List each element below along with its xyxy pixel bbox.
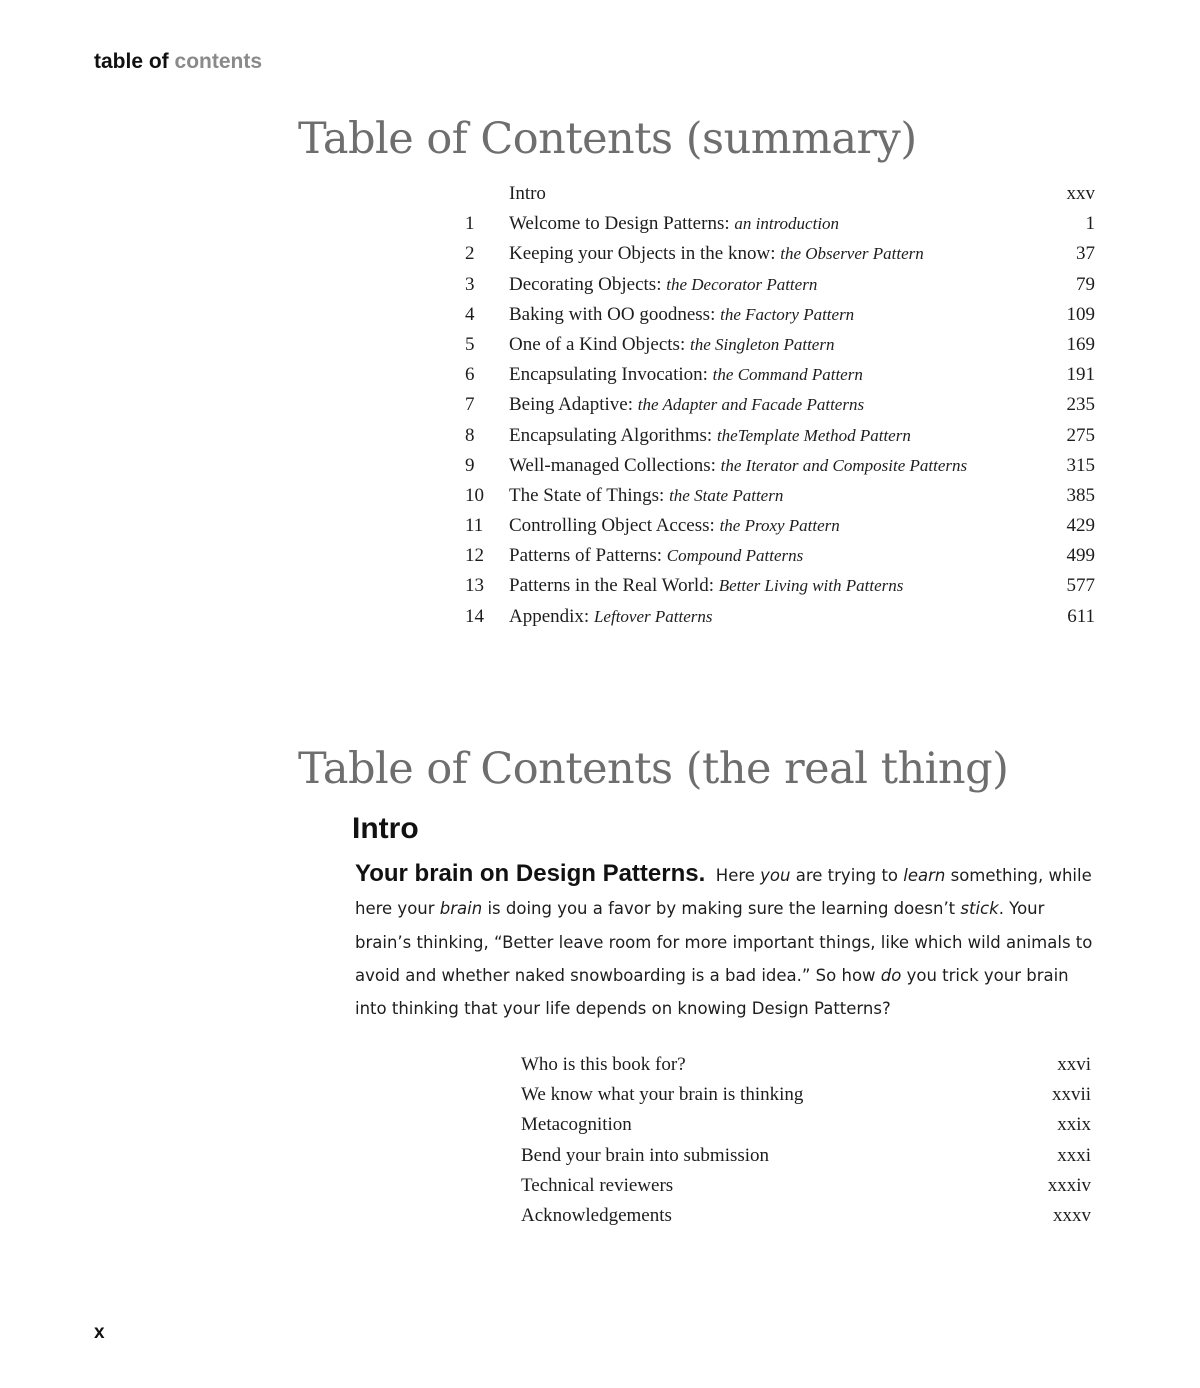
chapter-subtitle: the Singleton Pattern xyxy=(689,334,835,354)
running-head xyxy=(94,50,262,74)
summary-list xyxy=(455,179,1095,632)
chapter-title-text: Appendix: xyxy=(509,605,590,627)
page-ref: 315 xyxy=(1066,454,1095,476)
intro-text: are trying to xyxy=(790,866,904,885)
subentry-title: Metacognition xyxy=(521,1114,632,1136)
chapter-subtitle: the Proxy Pattern xyxy=(719,516,840,536)
chapter-number: 12 xyxy=(465,545,484,567)
chapter-title-text: Keeping your Objects in the know: xyxy=(509,243,776,265)
toc-entry[interactable] xyxy=(455,270,1095,300)
chapter-subtitle: Compound Patterns xyxy=(666,546,804,566)
toc-entry[interactable] xyxy=(455,571,1095,601)
page-ref: 1 xyxy=(1085,213,1095,235)
real-toc-title: Table of Contents (the real thing) xyxy=(298,744,1009,794)
intro-lead: Your brain on Design Patterns. xyxy=(355,860,706,887)
subentry-title: Technical reviewers xyxy=(521,1174,674,1196)
chapter-subtitle: the State Pattern xyxy=(669,485,784,505)
toc-subentry[interactable] xyxy=(521,1110,1091,1140)
running-head-label: table of xyxy=(94,50,169,73)
page-ref: 79 xyxy=(1076,273,1095,295)
chapter-title-text: Patterns of Patterns: xyxy=(509,545,663,567)
toc-entry[interactable] xyxy=(455,451,1095,481)
toc-entry[interactable] xyxy=(455,209,1095,239)
page-ref: xxix xyxy=(1057,1114,1091,1136)
page-ref: 385 xyxy=(1066,484,1095,506)
chapter-subtitle: the Adapter and Facade Patterns xyxy=(637,395,865,415)
subentry-title: Acknowledgements xyxy=(521,1204,672,1226)
summary-title: Table of Contents (summary) xyxy=(298,114,917,164)
chapter-title xyxy=(509,481,783,511)
toc-entry[interactable] xyxy=(455,481,1095,511)
chapter-title xyxy=(509,300,854,330)
page-ref: 109 xyxy=(1066,303,1095,325)
toc-entry[interactable] xyxy=(455,421,1095,451)
chapter-number: 1 xyxy=(465,213,475,235)
page-ref: 191 xyxy=(1066,364,1095,386)
chapter-title-text: Patterns in the Real World: xyxy=(509,575,714,597)
chapter-subtitle: the Command Pattern xyxy=(712,365,863,385)
intro-subentries xyxy=(521,1050,1091,1231)
chapter-subtitle: the Observer Pattern xyxy=(780,244,924,264)
intro-emphasis: brain xyxy=(439,899,483,919)
toc-subentry[interactable] xyxy=(521,1050,1091,1080)
page-ref: xxvii xyxy=(1051,1084,1091,1106)
chapter-title xyxy=(509,179,546,209)
page-ref: 611 xyxy=(1067,605,1095,627)
chapter-number: 9 xyxy=(465,454,475,476)
toc-subentry[interactable] xyxy=(521,1080,1091,1110)
chapter-number: 6 xyxy=(465,364,475,386)
intro-text: something, while here your xyxy=(355,866,1092,919)
chapter-subtitle: the Iterator and Composite Patterns xyxy=(720,455,968,475)
chapter-title-text: The State of Things: xyxy=(509,484,665,506)
intro-text: . Your brain’s thinking, “Better leave room for more important things, like which wild animals to avoid and whether naked snowboarding is a bad idea.” So how xyxy=(355,899,1093,985)
chapter-title-text: Decorating Objects: xyxy=(509,273,662,295)
chapter-title xyxy=(509,209,839,239)
page-ref: 275 xyxy=(1066,424,1095,446)
toc-entry[interactable] xyxy=(455,390,1095,420)
chapter-title-text: One of a Kind Objects: xyxy=(509,333,686,355)
toc-subentry[interactable] xyxy=(521,1141,1091,1171)
chapter-number: 14 xyxy=(465,605,484,627)
page-number: x xyxy=(94,1322,105,1343)
intro-text: Here xyxy=(715,866,761,885)
chapter-title xyxy=(509,571,903,601)
page-ref: 37 xyxy=(1076,243,1095,265)
toc-entry[interactable] xyxy=(455,330,1095,360)
toc-entry[interactable] xyxy=(455,360,1095,390)
chapter-subtitle: an introduction xyxy=(734,214,840,234)
page-ref: xxvi xyxy=(1057,1054,1091,1075)
chapter-title-text: Encapsulating Algorithms: xyxy=(509,424,713,446)
toc-entry[interactable] xyxy=(455,541,1095,571)
toc-entry[interactable] xyxy=(455,300,1095,330)
intro-emphasis: learn xyxy=(903,866,946,885)
intro-emphasis: you xyxy=(760,866,791,885)
page-ref: 429 xyxy=(1066,515,1095,537)
chapter-title-text: Controlling Object Access: xyxy=(509,515,715,537)
toc-entry[interactable] xyxy=(455,239,1095,269)
chapter-subtitle: the Factory Pattern xyxy=(720,304,855,324)
running-head-section: contents xyxy=(174,50,263,73)
page-ref: xxxv xyxy=(1053,1204,1091,1226)
toc-entry[interactable] xyxy=(455,602,1095,632)
intro-heading: Intro xyxy=(352,812,419,845)
subentry-title: Who is this book for? xyxy=(521,1054,686,1075)
intro-text: you trick your brain into thinking that your life depends on knowing Design Patterns? xyxy=(355,965,1069,1019)
chapter-number: 11 xyxy=(465,515,484,537)
chapter-title-text: Being Adaptive: xyxy=(509,394,634,416)
toc-entry[interactable] xyxy=(455,511,1095,541)
page-ref: 169 xyxy=(1066,333,1095,355)
chapter-title xyxy=(509,390,864,420)
page-ref: 499 xyxy=(1066,545,1095,567)
subentry-title: Bend your brain into submission xyxy=(521,1144,770,1166)
chapter-title-text: Well-managed Collections: xyxy=(509,454,716,476)
page-ref: xxxi xyxy=(1057,1144,1091,1166)
chapter-title xyxy=(509,360,863,390)
chapter-title xyxy=(509,511,840,541)
chapter-subtitle: the Decorator Pattern xyxy=(666,274,818,294)
chapter-title-text: Baking with OO goodness: xyxy=(509,303,716,325)
toc-subentry[interactable] xyxy=(521,1201,1091,1231)
subentry-title: We know what your brain is thinking xyxy=(521,1084,804,1106)
chapter-number: 4 xyxy=(465,303,475,325)
chapter-subtitle: Better Living with Patterns xyxy=(718,576,904,596)
chapter-number: 10 xyxy=(465,484,484,506)
chapter-title xyxy=(509,421,911,451)
chapter-subtitle: theTemplate Method Pattern xyxy=(716,425,911,445)
chapter-title xyxy=(509,270,817,300)
chapter-number: 2 xyxy=(465,243,475,265)
chapter-number: 7 xyxy=(465,394,475,416)
chapter-title-text: Intro xyxy=(509,183,546,204)
toc-subentry[interactable] xyxy=(521,1171,1091,1201)
toc-entry[interactable] xyxy=(455,179,1095,209)
chapter-title xyxy=(509,330,834,360)
chapter-title-text: Welcome to Design Patterns: xyxy=(509,213,730,235)
intro-paragraph xyxy=(355,857,1105,1025)
chapter-subtitle: Leftover Patterns xyxy=(593,606,713,626)
page-ref: xxv xyxy=(1066,183,1095,204)
chapter-title xyxy=(509,239,924,269)
page-ref: xxxiv xyxy=(1047,1174,1091,1196)
chapter-number: 5 xyxy=(465,333,475,355)
page-ref: 577 xyxy=(1066,575,1095,597)
chapter-number: 13 xyxy=(465,575,484,597)
page-ref: 235 xyxy=(1066,394,1095,416)
intro-emphasis: do xyxy=(880,965,902,985)
chapter-number: 8 xyxy=(465,424,475,446)
intro-text: is doing you a favor by making sure the learning doesn’t xyxy=(482,899,961,919)
chapter-title xyxy=(509,602,712,632)
intro-emphasis: stick xyxy=(960,899,999,919)
chapter-title xyxy=(509,541,803,571)
chapter-title-text: Encapsulating Invocation: xyxy=(509,364,708,386)
chapter-title xyxy=(509,451,967,481)
chapter-number: 3 xyxy=(465,273,475,295)
